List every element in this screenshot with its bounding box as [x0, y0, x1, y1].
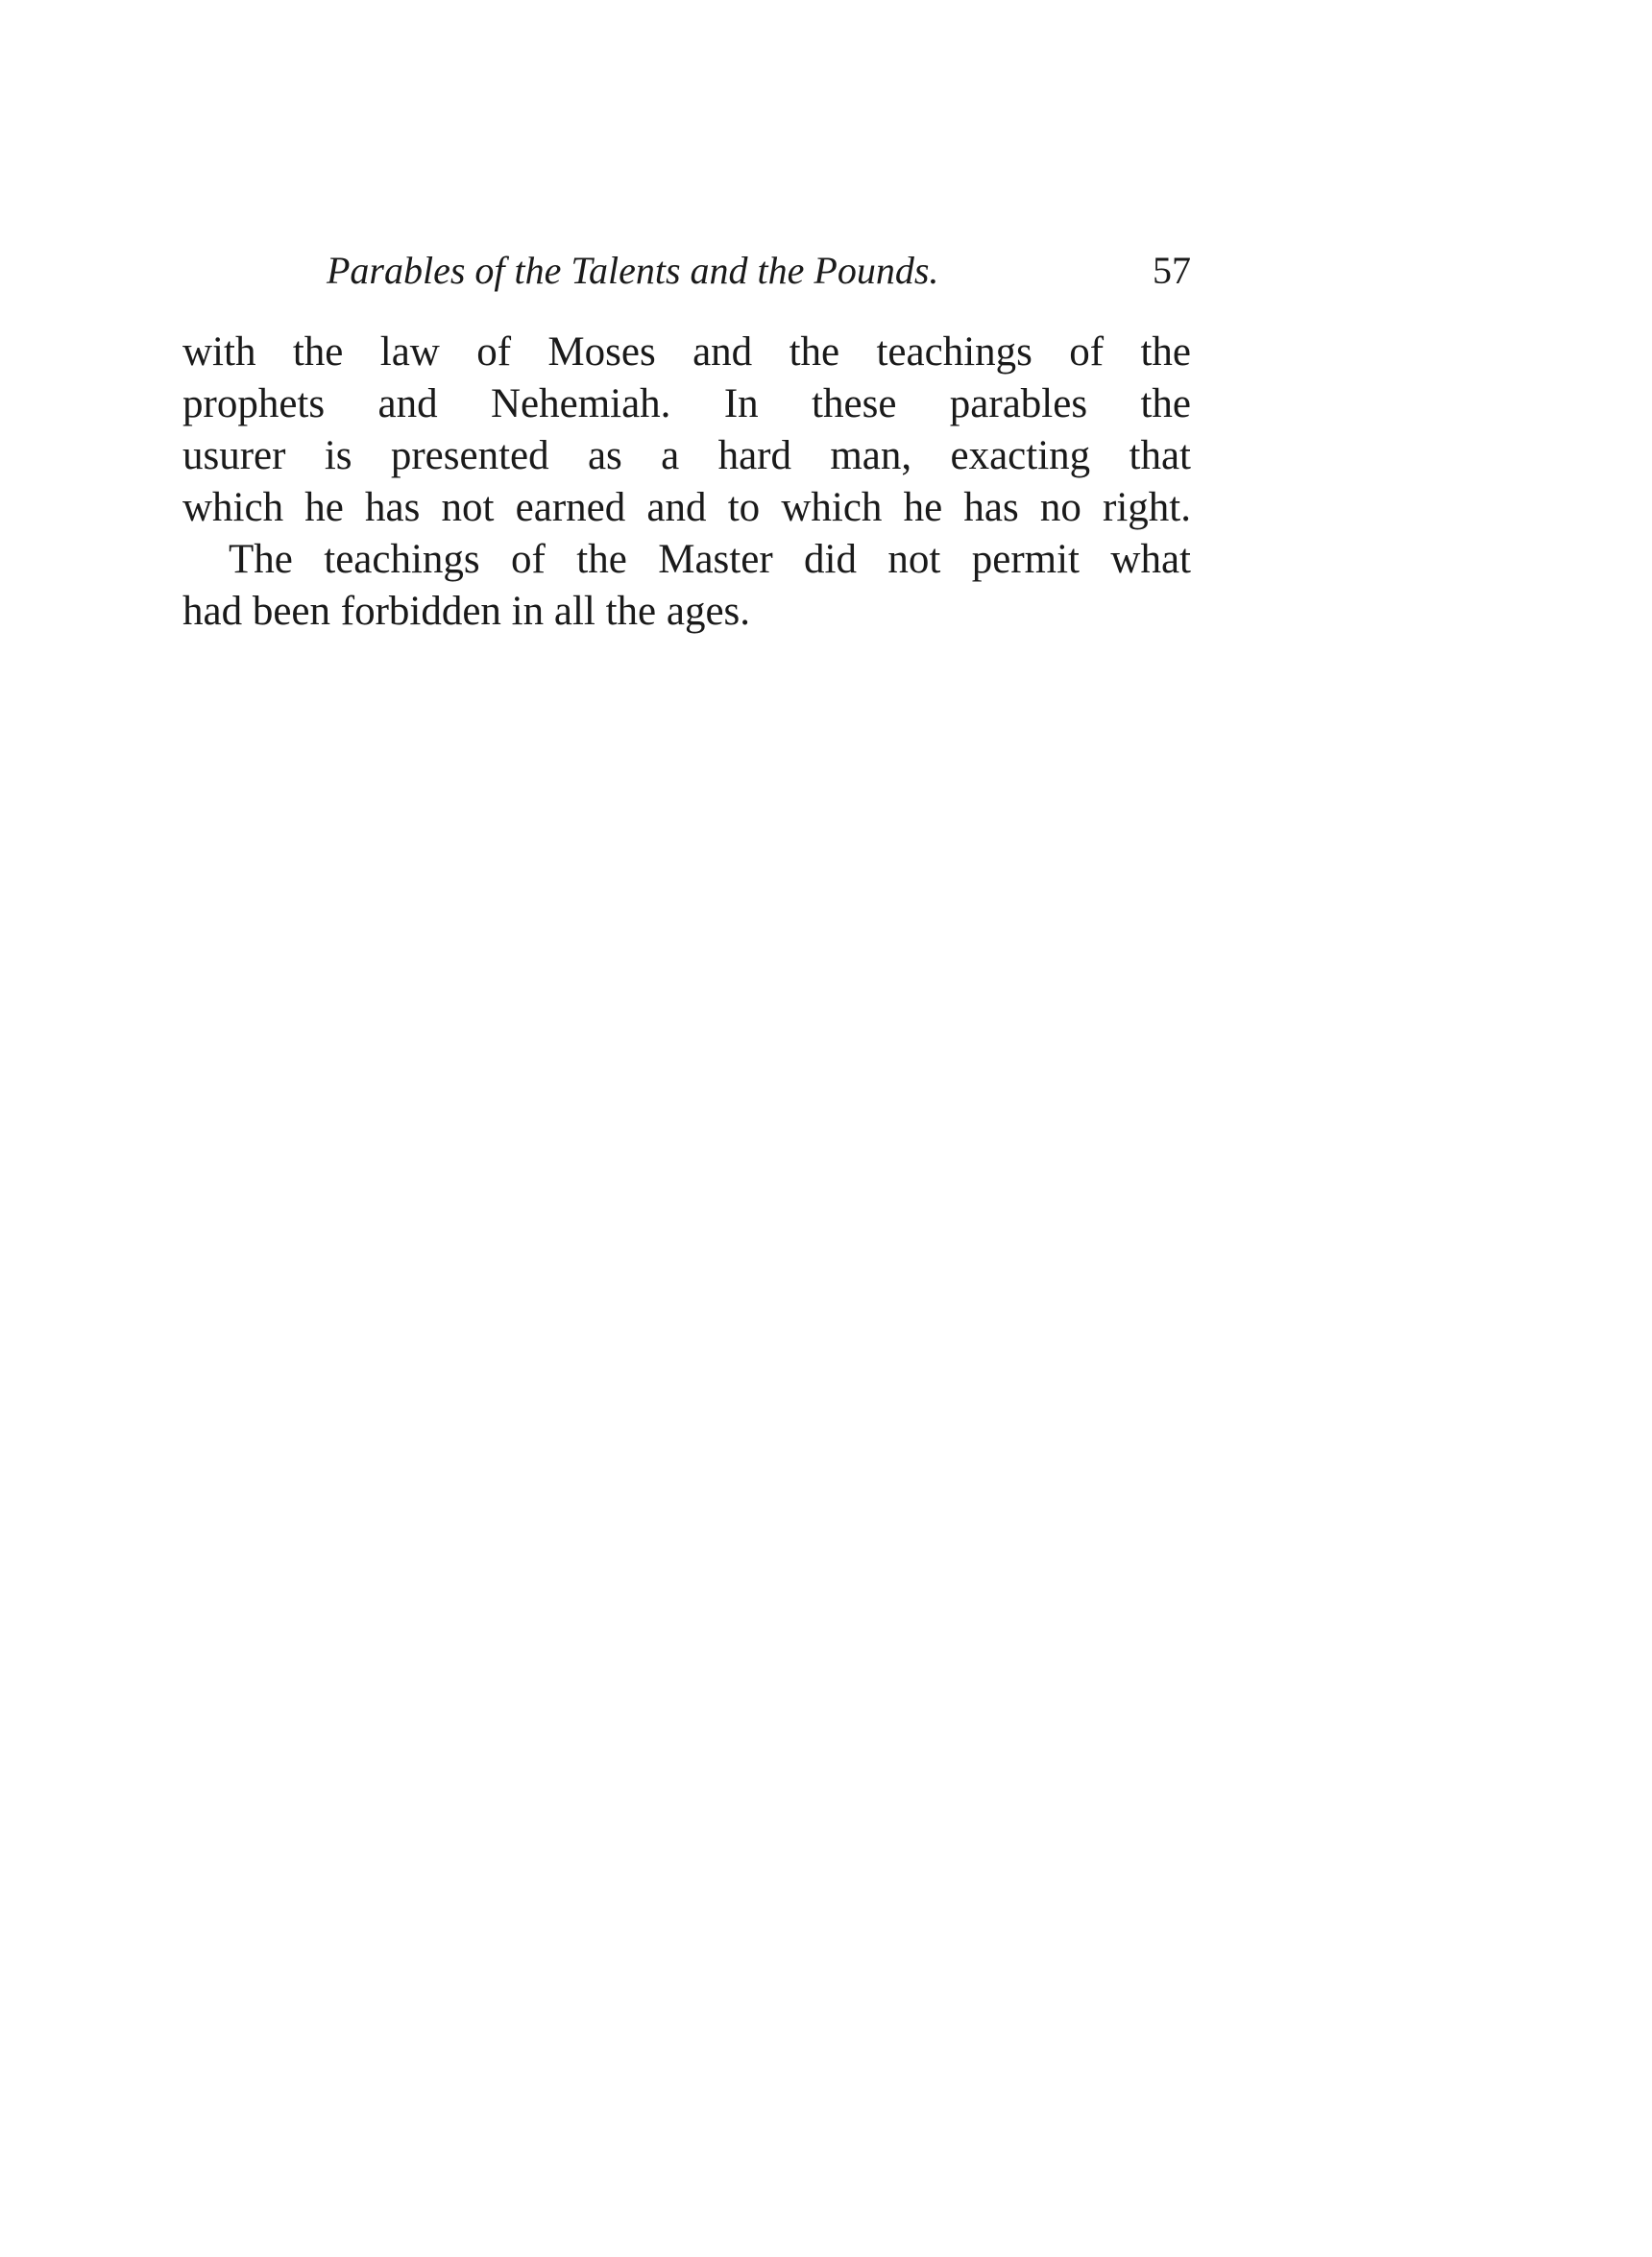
paragraph-1 [182, 327, 1191, 534]
paragraph-2 [182, 534, 1191, 638]
body-text [182, 327, 1191, 638]
running-title: Parables of the Talents and the Pounds. [327, 249, 939, 292]
text-line: usurer is presented as a hard man, exacting that [182, 433, 1191, 478]
running-head [182, 242, 1191, 300]
text-line: with the law of Moses and the teachings of the [182, 329, 1191, 375]
page-number: 57 [1153, 249, 1191, 292]
text-line: prophets and Nehemiah. In these parables the [182, 381, 1191, 426]
text-line: had been forbidden in all the ages. [182, 589, 751, 634]
text-line: The teachings of the Master did not permit what [229, 537, 1191, 582]
text-line: which he has not earned and to which he has no right. [182, 485, 1191, 530]
